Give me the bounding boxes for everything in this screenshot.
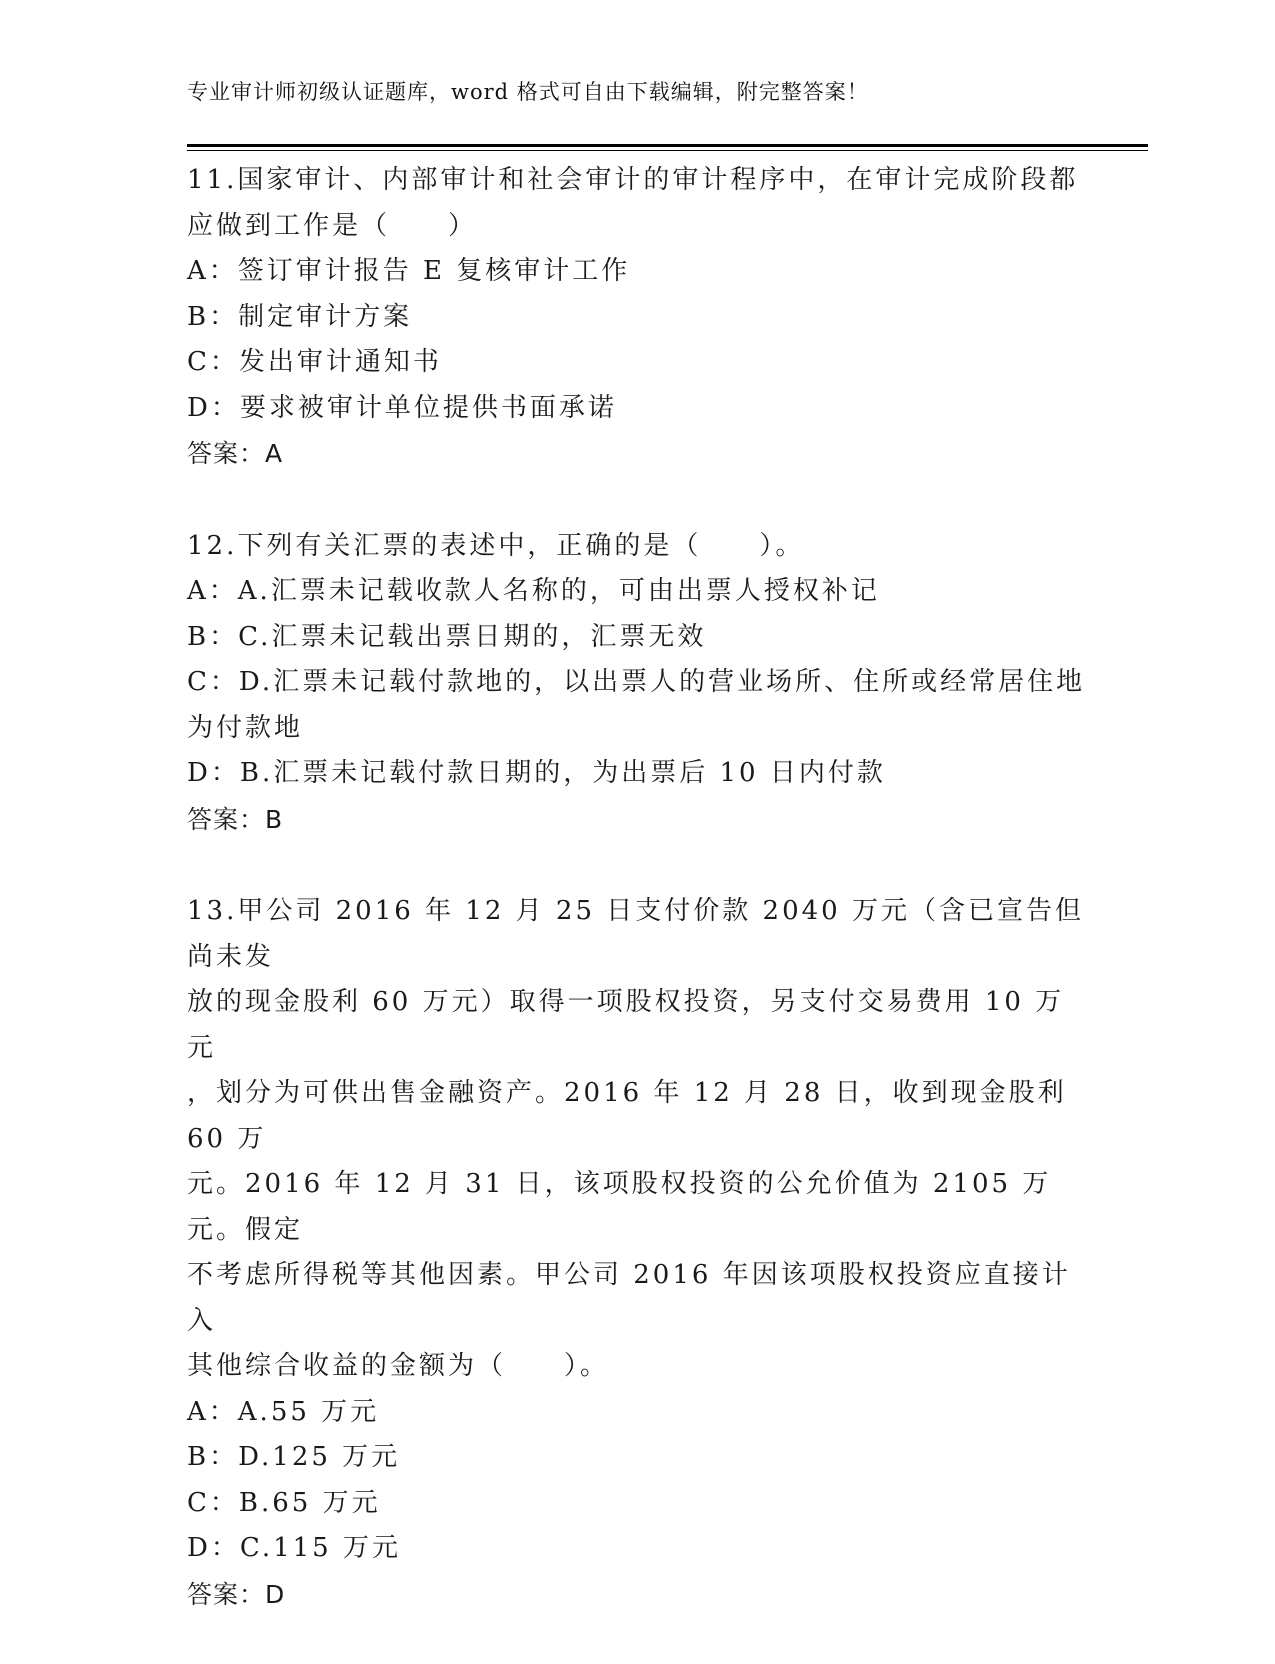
- option-c: C：发出审计通知书: [187, 347, 442, 377]
- question-stem-line: 不考虑所得税等其他因素。甲公司 2016 年因该项股权投资应直接计入: [187, 1260, 1071, 1336]
- header-divider-thick: [187, 144, 1148, 147]
- answer-label: 答案：D: [187, 1579, 286, 1609]
- option-c: C：D.汇票未记载付款地的，以出票人的营业场所、住所或经常居住地: [187, 667, 1086, 697]
- question-stem-line: 13.甲公司 2016 年 12 月 25 日支付价款 2040 万元（含已宣告但尚未发: [187, 896, 1084, 972]
- option-b: B：制定审计方案: [187, 301, 413, 332]
- option-d: D：C.115 万元: [187, 1533, 401, 1563]
- option-a: A：A.55 万元: [187, 1396, 380, 1427]
- question-stem-line: 元。2016 年 12 月 31 日，该项股权投资的公允价值为 2105 万元。假定: [187, 1169, 1052, 1245]
- question-13: [187, 889, 1087, 1617]
- option-c: C：B.65 万元: [187, 1487, 381, 1518]
- question-stem-line: 应做到工作是（ ）: [187, 210, 478, 241]
- answer-label: 答案：A: [187, 439, 284, 468]
- option-a: A：A.汇票未记载收款人名称的，可由出票人授权补记: [187, 576, 880, 606]
- header-divider-thin: [187, 150, 1148, 151]
- question-list: [187, 158, 1087, 1664]
- option-d: D：要求被审计单位提供书面承诺: [187, 392, 617, 423]
- question-stem-line: ，划分为可供出售金融资产。2016 年 12 月 28 日，收到现金股利 60 万: [187, 1078, 1078, 1154]
- option-b: B：D.125 万元: [187, 1442, 401, 1472]
- question-12: [187, 524, 1087, 843]
- option-a: A：签订审计报告 E 复核审计工作: [187, 256, 631, 286]
- question-stem-line: 其他综合收益的金额为（ ）。: [187, 1351, 610, 1381]
- option-c-continuation: 为付款地: [187, 712, 304, 743]
- document-header: 专业审计师初级认证题库，word 格式可自由下载编辑，附完整答案！: [187, 80, 869, 104]
- question-stem-line: 放的现金股利 60 万元）取得一项股权投资，另支付交易费用 10 万元: [187, 987, 1065, 1063]
- question-stem-line: 11.国家审计、内部审计和社会审计的审计程序中，在审计完成阶段都: [187, 165, 1079, 195]
- question-stem-line: 12.下列有关汇票的表述中，正确的是（ ）。: [187, 530, 805, 561]
- question-11: [187, 158, 1087, 477]
- answer-label: 答案：B: [187, 804, 284, 834]
- option-b: B：C.汇票未记载出票日期的，汇票无效: [187, 621, 707, 652]
- option-d: D：B.汇票未记载付款日期的，为出票后 10 日内付款: [187, 758, 886, 788]
